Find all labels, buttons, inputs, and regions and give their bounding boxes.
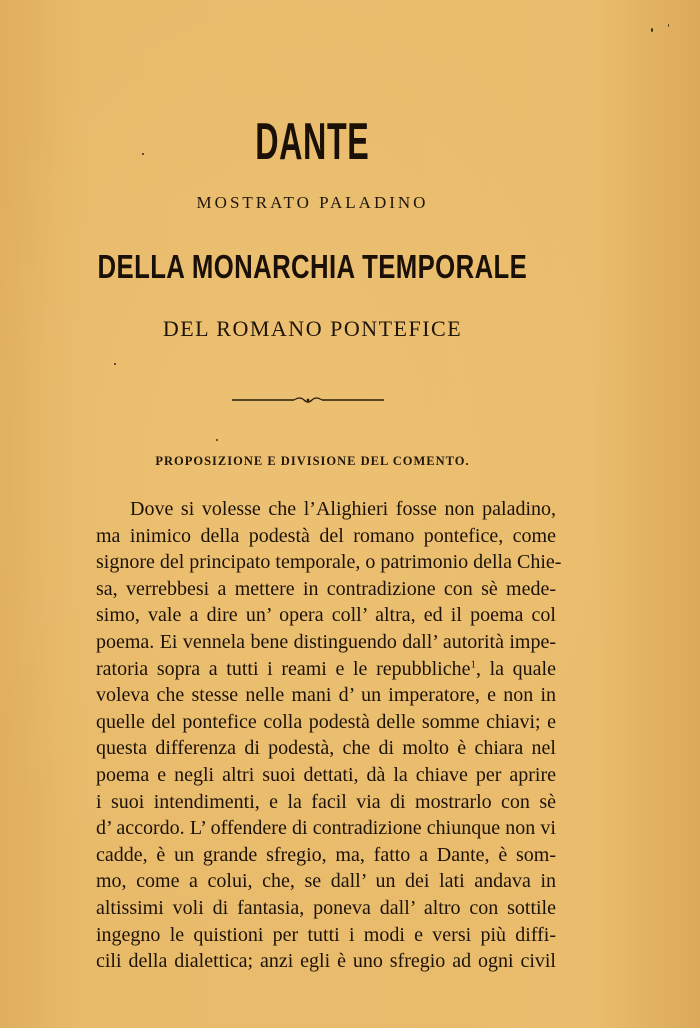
text-line: signore del principato temporale, o patrimonio della Chie- (96, 551, 562, 574)
text-line: altissimi voli di fantasia, poneva dall’ altro con sottile (96, 896, 556, 919)
page-title: DANTE (255, 113, 370, 171)
body-paragraph (96, 496, 562, 975)
subtitle-mostrato-paladino: MOSTRATO PALADINO (196, 193, 429, 212)
text-line: questa differenza di podestà, che di molto è chiara nel (96, 737, 556, 760)
section-heading: PROPOSIZIONE E DIVISIONE DEL COMENTO. (155, 454, 470, 468)
ornamental-rule-icon (232, 396, 384, 404)
text-line-part: ratoria sopra a tutti i reami e le repubbliche (96, 657, 471, 680)
paper-speck (668, 24, 669, 27)
text-line: ma inimico della podestà del romano pontefice, come (96, 524, 556, 547)
text-line-with-footnote (96, 656, 556, 683)
text-line: quelle del pontefice colla podestà delle somme chiavi; e (96, 710, 556, 733)
footnote-marker: 1 (470, 657, 476, 670)
text-line: Dove si volesse che l’Alighieri fosse non paladino, (130, 498, 556, 520)
text-line: i suoi intendimenti, e la facil via di mostrarlo con sè (96, 790, 556, 813)
paper-speck (651, 28, 653, 32)
text-line-part: , la quale (475, 657, 556, 680)
text-line: d’ accordo. L’ offendere di contradizione chiunque non vi (96, 817, 556, 840)
text-line: ingegno le quistioni per tutti i modi e versi più diffi- (96, 923, 556, 946)
text-line: sa, verrebbesi a mettere in contradizione con sè mede- (96, 577, 556, 600)
subtitle-monarchia-temporale: DELLA MONARCHIA TEMPORALE (97, 248, 528, 285)
text-line: poema e negli altri suoi dettati, dà la chiave per aprire (96, 763, 556, 786)
text-line: mo, come a colui, che, se dall’ un dei lati andava in (96, 870, 556, 893)
text-line: cadde, è un grande sfregio, ma, fatto a Dante, è som- (96, 843, 556, 866)
text-line: voleva che stesse nelle mani d’ un imperatore, e non in (96, 684, 556, 707)
paper-speck (142, 153, 144, 155)
paper-speck (114, 363, 116, 365)
paper-speck (216, 439, 218, 441)
text-line: simo, vale a dire un’ opera coll’ altra, ed il poema col (96, 604, 556, 627)
text-line: cili della dialettica; anzi egli è uno sfregio ad ogni civil (96, 950, 556, 973)
subtitle-romano-pontefice: DEL ROMANO PONTEFICE (162, 316, 463, 341)
text-line: poema. Ei vennela bene distinguendo dall’ autorità impe- (96, 630, 556, 653)
